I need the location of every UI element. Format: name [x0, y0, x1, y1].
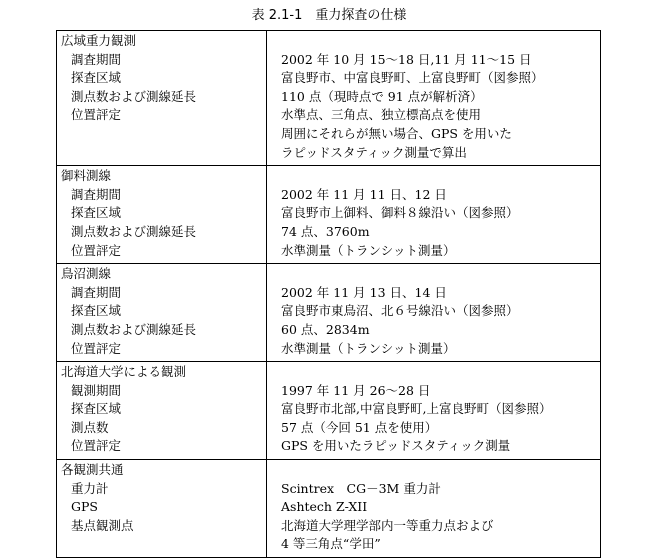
row-label: GPS — [71, 499, 98, 515]
row-value: 水準測量（トランシット測量） — [281, 340, 456, 356]
row-label: 調査期間 — [71, 51, 122, 67]
spacer-line — [267, 32, 600, 51]
section-label-cell — [57, 460, 267, 558]
row-value: 水準測量（トランシット測量） — [281, 242, 456, 258]
row-value: 水準点、三角点、独立標高点を使用 — [281, 107, 482, 123]
table-row — [57, 264, 601, 362]
table-caption: 表 2.1-1 重力探査の仕様 — [251, 8, 407, 23]
row-value: 74 点、3760m — [281, 223, 370, 239]
section-value-cell — [267, 264, 601, 362]
table-row — [57, 31, 601, 166]
spacer-line — [57, 125, 266, 144]
row-label: 探査区域 — [71, 303, 122, 319]
spacer-line — [267, 363, 600, 382]
row-label: 探査区域 — [71, 70, 122, 86]
row-label: 位置評定 — [71, 340, 122, 356]
section-value-cell — [267, 460, 601, 558]
row-value: 2002 年 11 月 11 日、12 日 — [281, 186, 447, 202]
row-label: 測点数 — [71, 419, 109, 435]
row-value: 富良野市東鳥沼、北６号線沿い（図参照） — [281, 303, 519, 319]
spacer-line — [267, 461, 600, 480]
row-label: 測点数および測線延長 — [71, 321, 197, 337]
section-label-cell — [57, 166, 267, 264]
section-header: 御料測線 — [61, 168, 112, 184]
row-label: 測点数および測線延長 — [71, 88, 197, 104]
row-value: 57 点（今回 51 点を使用） — [281, 419, 438, 435]
gravity-survey-spec-table — [56, 30, 601, 558]
section-header: 広域重力観測 — [61, 33, 137, 48]
section-label-cell — [57, 362, 267, 460]
row-label: 調査期間 — [71, 284, 122, 300]
section-label-cell — [57, 264, 267, 362]
section-value-cell — [267, 362, 601, 460]
row-value: ラピッドスタティック測量で算出 — [281, 144, 467, 160]
spacer-line — [267, 167, 600, 186]
row-value: 周囲にそれらが無い場合、GPS を用いた — [281, 125, 512, 141]
row-value: 北海道大学理学部内一等重力点および — [281, 517, 494, 533]
row-label: 調査期間 — [71, 186, 122, 202]
section-value-cell — [267, 166, 601, 264]
table-row — [57, 460, 601, 558]
table-row — [57, 362, 601, 460]
row-value: 1997 年 11 月 26～28 日 — [281, 382, 431, 398]
row-value: 富良野市北部,中富良野町,上富良野町（図参照） — [281, 401, 552, 417]
row-value: Ashtech Z-XII — [281, 499, 368, 515]
row-value: Scintrex CG－3M 重力計 — [281, 480, 441, 496]
row-label: 観測期間 — [71, 382, 122, 398]
row-value: 4 等三角点“学田” — [281, 536, 381, 552]
row-label: 重力計 — [71, 480, 109, 496]
spacer-line — [57, 535, 266, 554]
row-label: 探査区域 — [71, 401, 122, 417]
row-label: 測点数および測線延長 — [71, 223, 197, 239]
row-value: 60 点、2834m — [281, 321, 370, 337]
row-label: 基点観測点 — [71, 517, 134, 533]
row-value: 富良野市上御料、御料８線沿い（図参照） — [281, 205, 519, 221]
spacer-line — [267, 265, 600, 284]
row-value: 2002 年 10 月 15～18 日,11 月 11～15 日 — [281, 51, 532, 67]
row-value: 110 点（現時点で 91 点が解析済） — [281, 88, 483, 104]
section-value-cell — [267, 31, 601, 166]
table-row — [57, 166, 601, 264]
row-label: 位置評定 — [71, 438, 122, 454]
section-header: 各観測共通 — [61, 462, 124, 478]
spacer-line — [57, 144, 266, 163]
row-value: 2002 年 11 月 13 日、14 日 — [281, 284, 447, 300]
section-header: 北海道大学による観測 — [61, 364, 187, 380]
row-label: 位置評定 — [71, 242, 122, 258]
row-value: 富良野市、中富良野町、上富良野町（図参照） — [281, 70, 544, 86]
row-value: GPS を用いたラピッドスタティック測量 — [281, 438, 511, 454]
row-label: 探査区域 — [71, 205, 122, 221]
section-header: 鳥沼測線 — [61, 266, 112, 282]
section-label-cell — [57, 31, 267, 166]
row-label: 位置評定 — [71, 107, 122, 123]
